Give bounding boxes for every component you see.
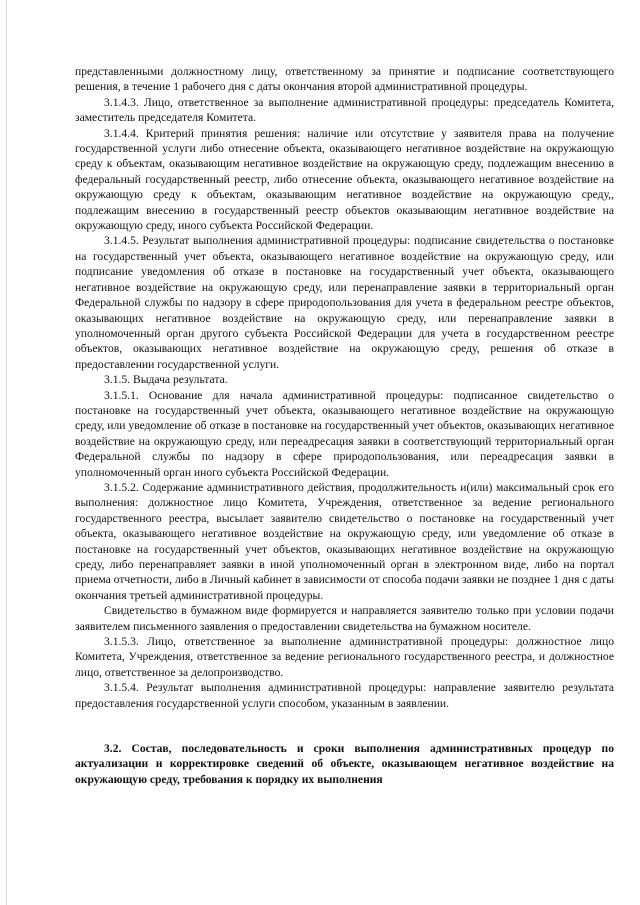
paragraph-continuation: представленными должностному лицу, ответственному за принятие и подписание соответствующего решения, в течение 1 рабочего дня с даты окончания второй административной процедуры. [75,65,614,94]
document-body [75,64,614,787]
section-heading-3-2: 3.2. Состав, последовательность и сроки выполнения административных процедур по актуализации и корректировке сведений об объекте, оказывающем негативное воздействие на окружающую среду, требования к порядку их выполнения [75,742,614,786]
paragraph-3-1-5-4: 3.1.5.4. Результат выполнения административной процедуры: направление заявителю результата предоставления государственной услуги способом, указанным в заявлении. [75,681,614,710]
paragraph-3-1-4-3: 3.1.4.3. Лицо, ответственное за выполнение административной процедуры: председатель Комитета, заместитель председателя Комитета. [75,95,614,125]
paragraph-3-1-5: 3.1.5. Выдача результата. [104,373,228,387]
paragraph-3-1-5-3: 3.1.5.3. Лицо, ответственное за выполнение административной процедуры: должностное лицо Комитета, Учреждения, ответственное за ведение регионального государственного реестра, и должностное лицо, ответственное за делопроизводство. [75,635,614,679]
paragraph-3-1-5-2: 3.1.5.2. Содержание административного действия, продолжительность и(или) максимальный срок его выполнения: должностное лицо Комитета, Учреждения, ответственное за ведение регионального государственного реестра, высылает заявителю свидетельство о постановке на государственный учет объекта, оказывающего негативное воздействие на окружающую среду, или уведомление об отказе в постановке на государственный учет объектов, оказывающих негативное воздействие на окружающую среду, либо перенаправляет заявки в иной уполномоченный орган в электронном виде, либо на портал приема отчетности, либо в Личный кабинет в зависимости от способа подачи заявки не позднее 1 дня с даты окончания третьей административной процедуры. [75,480,614,602]
paragraph-3-1-4-4: 3.1.4.4. Критерий принятия решения: наличие или отсутствие у заявителя права на получение государственной услуги либо отнесение объекта, оказывающего негативное воздействие на окружающую среду к объектам, оказывающим негативное воздействие на окружающую среду, подлежащим внесению в федеральный государственный реестр, либо отнесение объекта, оказывающего негативное воздействие на окружающую среду к объектам, оказывающим негативное воздействие на окружающую среду,, подлежащим внесению в государственный реестр объектов оказывающим негативное воздействие на окружающую среду, иного субъекта Российской Федерации. [75,126,614,233]
paragraph-3-1-5-1: 3.1.5.1. Основание для начала административной процедуры: подписанное свидетельство о постановке на государственный учет объекта, оказывающего негативное воздействие на окружающую среду, или уведомление об отказе в постановке на государственный учет объектов, оказывающих негативное воздействие на окружающую среду, или переадресация заявки в соответствующий территориальный орган Федеральной службы по надзору в сфере природопользования, или переадресация заявки в уполномоченный орган иного субъекта Российской Федерации. [75,388,614,479]
paragraph-certificate-paper: Свидетельство в бумажном виде формируется и направляется заявителю только при условии подачи заявителем письменного заявления о предоставлении свидетельства на бумажном носителе. [75,604,614,633]
paragraph-3-1-4-5: 3.1.4.5. Результат выполнения административной процедуры: подписание свидетельства о постановке на государственный учет объекта, оказывающего негативное воздействие на окружающую среду, или подписание уведомления об отказе в постановке на государственный учет объекта, оказывающего негативное воздействие на окружающую среду, или перенаправление заявки в территориальный орган Федеральной службы по надзору в сфере природопользования для учета в федеральном реестре объектов, оказывающих негативное воздействие на окружающую среду, или перенаправление заявки в уполномоченный орган другого субъекта Российской Федерации для учета в государственном реестре объектов, оказывающих негативное воздействие на окружающую среду, решения об отказе в предоставлении государственной услуги. [75,234,614,371]
page-edge-line [6,0,7,905]
